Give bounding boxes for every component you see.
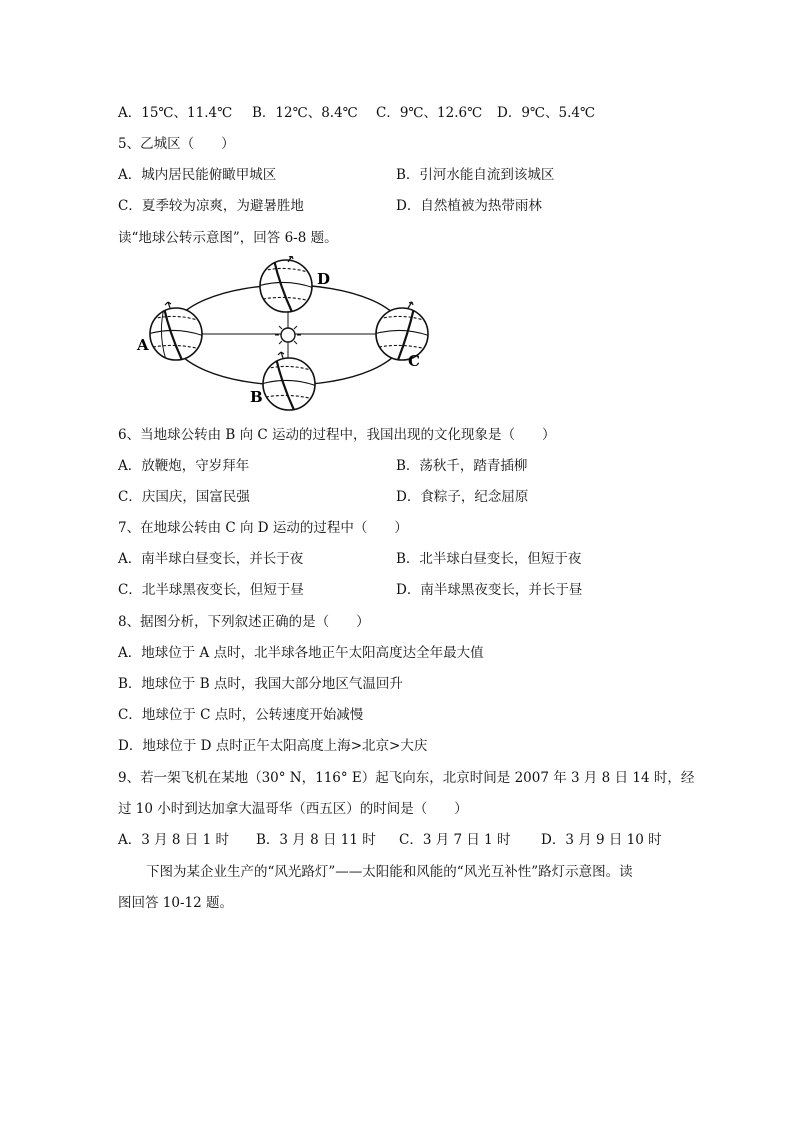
sun-icon — [275, 322, 301, 348]
label-d: D — [317, 270, 331, 288]
q6-stem: 6、当地球公转由 B 向 C 运动的过程中，我国出现的文化现象是（ ） — [118, 427, 556, 443]
q4-option-d: D．9℃、5.4℃ — [497, 105, 596, 121]
q7-stem: 7、在地球公转由 C 向 D 运动的过程中（ ） — [118, 520, 408, 536]
label-b: B — [250, 388, 263, 406]
q5-option-c: C．夏季较为凉爽，为避暑胜地 — [118, 198, 304, 214]
q7-option-d: D．南半球黑夜变长，并长于昼 — [396, 582, 583, 598]
label-a: A — [137, 336, 149, 354]
q8-option-c: C．地球位于 C 点时，公转速度开始减慢 — [118, 707, 364, 723]
q9-option-d: D．3 月 9 日 10 时 — [541, 832, 662, 848]
q5-option-a: A．城内居民能俯瞰甲城区 — [118, 167, 277, 183]
earth-orbit-figure — [118, 256, 448, 416]
q9-stem-line2: 过 10 小时到达加拿大温哥华（西五区）的时间是（ ） — [118, 801, 468, 817]
q9-option-a: A．3 月 8 日 1 时 — [118, 832, 229, 848]
q8-option-a: A．地球位于 A 点时，北半球各地正午太阳高度达全年最大值 — [118, 645, 484, 661]
q7-option-c: C．北半球黑夜变长，但短于昼 — [118, 582, 304, 598]
q4-option-c: C．9℃、12.6℃ — [376, 105, 483, 121]
earth-globe-c-icon — [374, 302, 430, 360]
q6-option-b: B．荡秋千，踏青插柳 — [396, 458, 528, 474]
q6-option-c: C．庆国庆，国富民强 — [118, 489, 250, 505]
intro-6-8: 读“地球公转示意图”，回答 6-8 题。 — [118, 230, 338, 246]
q5-stem: 5、乙城区（ ） — [118, 136, 235, 152]
q9-option-b: B．3 月 8 日 11 时 — [256, 832, 376, 848]
q7-option-a: A．南半球白昼变长，并长于夜 — [118, 551, 304, 567]
q8-stem: 8、据图分析，下列叙述正确的是（ ） — [118, 614, 370, 630]
q8-option-d: D．地球位于 D 点时正午太阳高度上海>北京>大庆 — [118, 738, 428, 754]
label-c: C — [408, 352, 420, 370]
q9-stem-line1: 9、若一架飞机在某地（30° N，116° E）起飞向东，北京时间是 2007 年 3 月 8 日 14 时，经 — [118, 770, 695, 786]
q7-option-b: B．北半球白昼变长，但短于夜 — [396, 551, 582, 567]
intro-10-12-line1: 下图为某企业生产的“风光路灯”——太阳能和风能的“风光互补性”路灯示意图。读 — [146, 864, 633, 880]
q4-option-b: B．12℃、8.4℃ — [252, 105, 358, 121]
earth-globe-a-icon — [148, 302, 204, 360]
q9-option-c: C．3 月 7 日 1 时 — [399, 832, 511, 848]
q5-option-b: B．引河水能自流到该城区 — [396, 167, 555, 183]
q6-option-a: A．放鞭炮，守岁拜年 — [118, 458, 250, 474]
q5-option-d: D．自然植被为热带雨林 — [396, 198, 542, 214]
earth-globe-d-icon — [258, 256, 314, 312]
earth-globe-b-icon — [261, 352, 317, 410]
q4-option-a: A．15℃、11.4℃ — [118, 105, 233, 121]
q6-option-d: D．食粽子，纪念屈原 — [396, 489, 529, 505]
intro-10-12-line2: 图回答 10-12 题。 — [118, 895, 234, 911]
q8-option-b: B．地球位于 B 点时，我国大部分地区气温回升 — [118, 676, 403, 692]
